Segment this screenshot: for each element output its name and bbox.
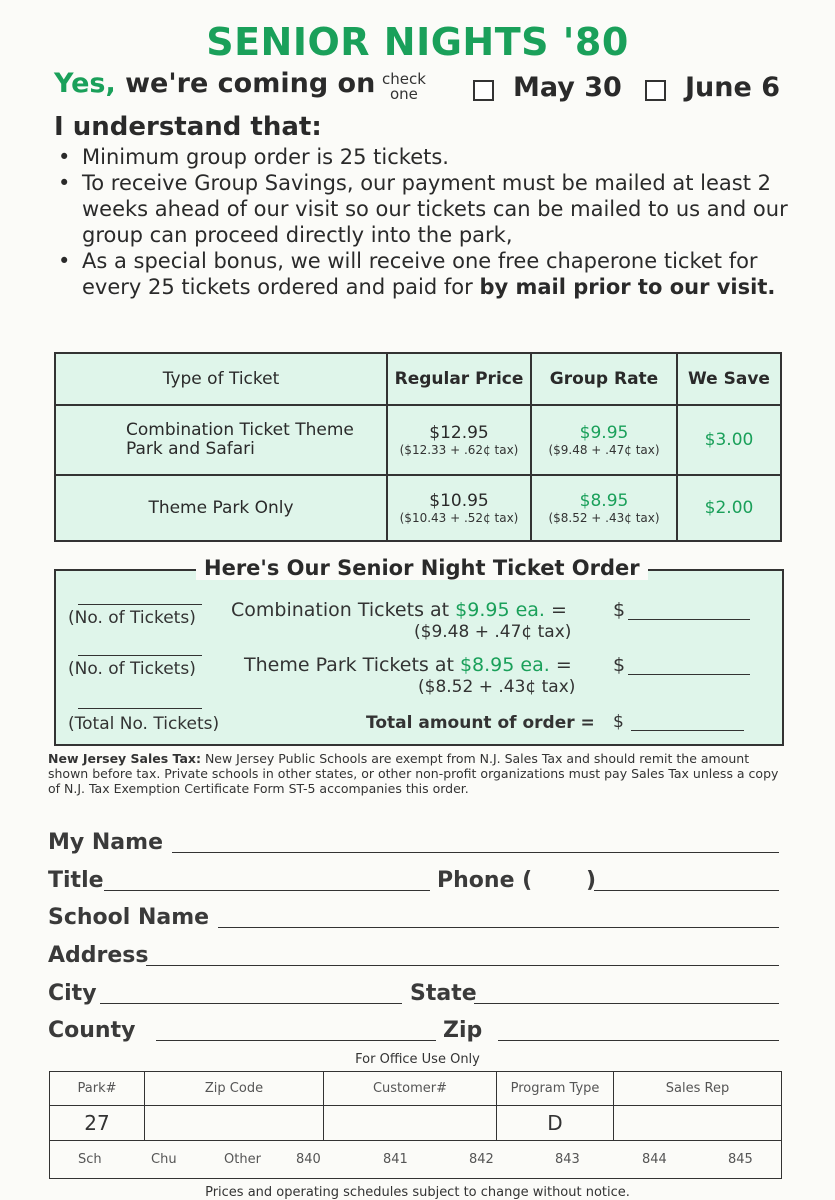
tax-note-label: New Jersey Sales Tax: <box>48 751 201 766</box>
zip-label: Zip <box>443 1018 483 1043</box>
phone-paren-close: ) <box>586 868 597 893</box>
combo-amount-line[interactable] <box>628 619 750 620</box>
code-other: Other <box>224 1151 261 1167</box>
page-title: SENIOR NIGHTS '80 <box>206 20 629 64</box>
regular-detail: ($10.43 + .52¢ tax) <box>399 510 519 525</box>
office-program-value: D <box>497 1106 614 1140</box>
zip-field[interactable] <box>498 1040 779 1041</box>
total-qty-line[interactable] <box>78 708 202 709</box>
list-item: • To receive Group Savings, our payment must be mailed at least 2 weeks ahead of our visit so our tickets can be mailed to us and our group can proceed directly into the park, <box>58 171 788 247</box>
theme-line <box>244 654 572 676</box>
theme-label: Theme Park Tickets at <box>244 654 460 676</box>
row-type: Theme Park Only <box>55 475 387 541</box>
coming-on-line <box>54 68 375 99</box>
regular-price: $10.95 <box>429 490 489 511</box>
regular-detail: ($12.33 + .62¢ tax) <box>399 442 519 457</box>
code-845: 845 <box>728 1151 753 1167</box>
office-customer-value[interactable] <box>324 1106 497 1140</box>
theme-qty-line[interactable] <box>78 655 202 656</box>
theme-dollar: $ <box>613 654 626 676</box>
header-regular: Regular Price <box>387 353 531 405</box>
terms-list <box>56 144 796 300</box>
row-save: $2.00 <box>677 475 781 541</box>
price-table <box>54 352 782 542</box>
row-save: $3.00 <box>677 405 781 475</box>
equals-sign: = <box>580 713 595 733</box>
footer-note: Prices and operating schedules subject to change without notice. <box>205 1185 630 1200</box>
total-line <box>366 713 595 733</box>
phone-field[interactable] <box>594 890 779 891</box>
coming-on-text: we're coming on <box>115 68 376 99</box>
title-label: Title <box>48 868 104 893</box>
combo-qty-line[interactable] <box>78 604 202 605</box>
row-group <box>531 475 677 541</box>
row-regular <box>387 475 531 541</box>
table-row <box>50 1072 782 1106</box>
code-840: 840 <box>296 1151 321 1167</box>
address-field[interactable] <box>146 965 779 966</box>
code-sch: Sch <box>78 1151 102 1167</box>
my-name-field[interactable] <box>172 852 779 853</box>
may-30-checkbox[interactable] <box>473 80 494 101</box>
term-minimum-order: Minimum group order is 25 tickets. <box>82 145 449 169</box>
office-header-customer: Customer# <box>324 1072 497 1106</box>
term-bonus-bold: by mail prior to our visit. <box>479 275 776 299</box>
combo-detail: ($9.48 + .47¢ tax) <box>414 622 572 642</box>
row-group <box>531 405 677 475</box>
county-label: County <box>48 1018 136 1043</box>
address-label: Address <box>48 943 149 968</box>
list-item: • Minimum group order is 25 tickets. <box>58 145 449 169</box>
table-header-row <box>55 353 781 405</box>
city-field[interactable] <box>100 1003 402 1004</box>
may-30-label: May 30 <box>513 72 622 103</box>
group-price: $8.95 <box>579 490 629 511</box>
office-rep-value[interactable] <box>614 1106 782 1140</box>
office-use-title: For Office Use Only <box>355 1052 480 1067</box>
office-header-program: Program Type <box>497 1072 614 1106</box>
total-amount-line[interactable] <box>631 730 744 731</box>
code-843: 843 <box>555 1151 580 1167</box>
june-6-checkbox[interactable] <box>645 80 666 101</box>
yes-word: Yes, <box>54 68 116 99</box>
group-detail: ($8.52 + .43¢ tax) <box>548 510 660 525</box>
my-name-label: My Name <box>48 830 163 855</box>
office-park-value: 27 <box>50 1106 145 1140</box>
office-zip-value[interactable] <box>145 1106 324 1140</box>
state-field[interactable] <box>474 1003 779 1004</box>
table-row <box>55 475 781 541</box>
table-row <box>55 405 781 475</box>
total-dollar: $ <box>613 712 624 732</box>
header-save: We Save <box>677 353 781 405</box>
office-use-table <box>49 1071 782 1179</box>
total-tickets-label: (Total No. Tickets) <box>68 714 220 734</box>
code-844: 844 <box>642 1151 667 1167</box>
combo-label: Combination Tickets at <box>231 599 456 621</box>
combo-line <box>231 599 567 621</box>
no-tickets-label: (No. of Tickets) <box>68 608 196 628</box>
combo-dollar: $ <box>613 599 626 621</box>
row-regular <box>387 405 531 475</box>
term-payment-timing: To receive Group Savings, our payment must be mailed at least 2 weeks ahead of our visit so our tickets can be mailed to us and our group can proceed directly into the park, <box>82 171 788 247</box>
understand-heading: I understand that: <box>54 112 322 142</box>
county-field[interactable] <box>156 1040 436 1041</box>
order-title: Here's Our Senior Night Ticket Order <box>196 556 648 580</box>
school-name-label: School Name <box>48 905 210 930</box>
phone-label: Phone ( <box>437 868 533 893</box>
no-tickets-label: (No. of Tickets) <box>68 659 196 679</box>
title-field[interactable] <box>104 890 430 891</box>
group-detail: ($9.48 + .47¢ tax) <box>548 442 660 457</box>
theme-detail: ($8.52 + .43¢ tax) <box>418 677 576 697</box>
code-841: 841 <box>383 1151 408 1167</box>
city-label: City <box>48 981 97 1006</box>
check-one-note <box>382 72 426 102</box>
office-header-park: Park# <box>50 1072 145 1106</box>
check-word: check <box>382 70 426 88</box>
state-label: State <box>410 981 477 1006</box>
tax-note-text: New Jersey Public Schools are exempt from N.J. Sales Tax and should remit the amount shown before tax. Private schools in other states, or other non-profit organizations must pay Sales Tax unless a copy of N.J. Tax Exemption Certificate Form ST-5 accompanies this order. <box>48 751 779 796</box>
equals-sign: = <box>551 599 567 621</box>
header-type: Type of Ticket <box>55 353 387 405</box>
row-type: Combination Ticket Theme Park and Safari <box>55 405 387 475</box>
office-header-zip: Zip Code <box>145 1072 324 1106</box>
code-842: 842 <box>469 1151 494 1167</box>
header-group: Group Rate <box>531 353 677 405</box>
group-price: $9.95 <box>579 422 629 443</box>
one-word: one <box>390 85 418 103</box>
school-name-field[interactable] <box>218 927 779 928</box>
regular-price: $12.95 <box>429 422 489 443</box>
office-codes-row <box>50 1140 782 1178</box>
list-item: • As a special bonus, we will receive one free chaperone ticket for every 25 tickets ordered and paid for by mail prior to our visit. <box>58 249 776 299</box>
table-row <box>50 1106 782 1140</box>
office-header-rep: Sales Rep <box>614 1072 782 1106</box>
theme-amount-line[interactable] <box>628 674 750 675</box>
equals-sign: = <box>555 654 572 676</box>
tax-note <box>48 751 783 796</box>
june-6-label: June 6 <box>685 72 780 103</box>
order-box <box>54 569 784 746</box>
code-chu: Chu <box>151 1151 177 1167</box>
total-label: Total amount of order <box>366 713 575 733</box>
combo-price: $9.95 ea. <box>455 599 545 621</box>
theme-price: $8.95 ea. <box>459 654 550 676</box>
term-bonus: As a special bonus, we will receive one free chaperone ticket for every 25 tickets ordered and paid for <box>82 249 758 299</box>
table-row <box>50 1140 782 1178</box>
